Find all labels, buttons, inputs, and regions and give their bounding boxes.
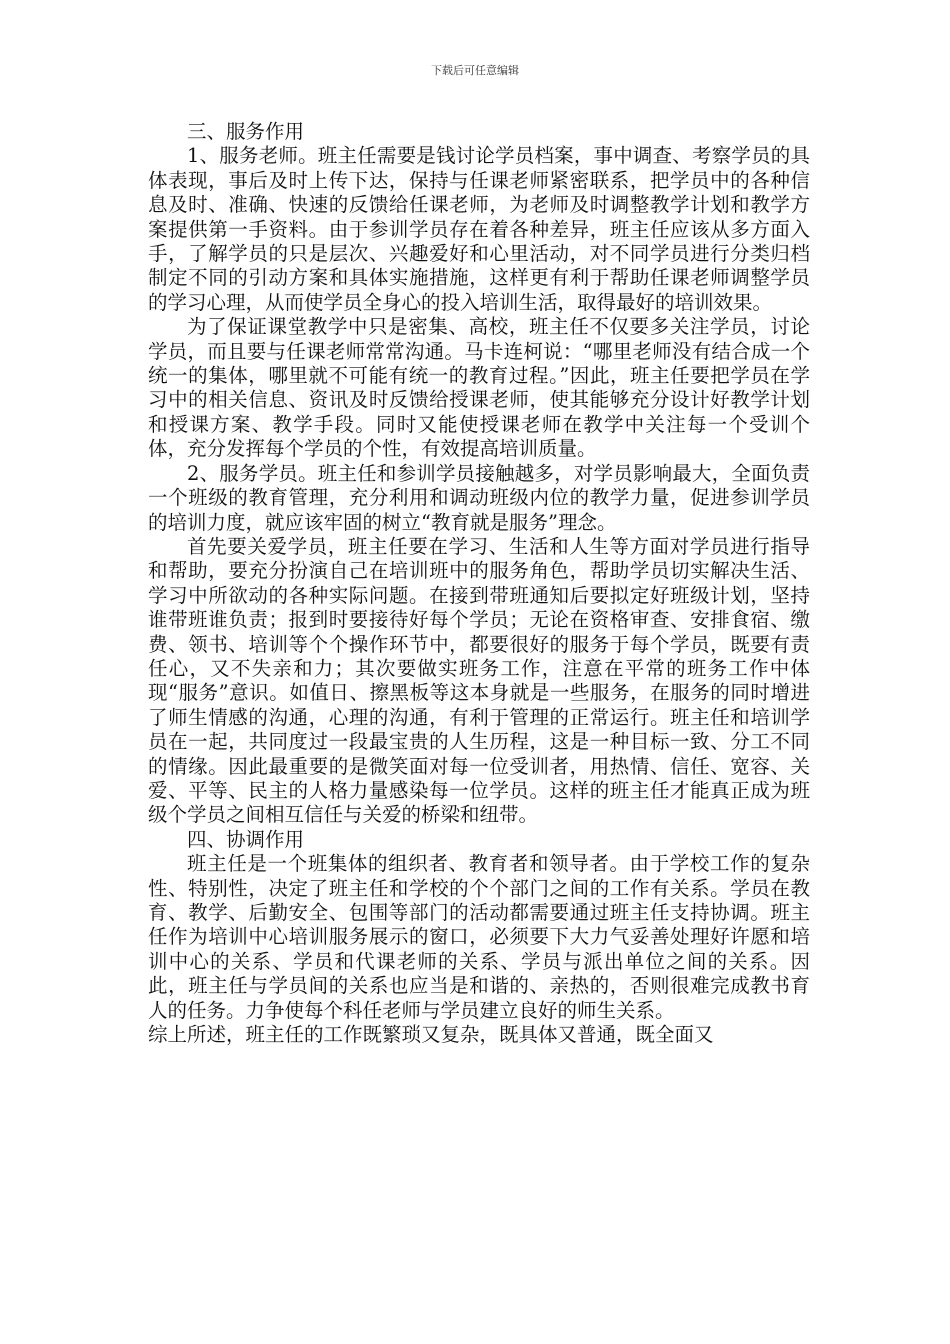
paragraph-coordination: 班主任是一个班集体的组织者、教育者和领导者。由于学校工作的复杂性、特别性，决定了班主任和学校的个个部门之间的工作有关系。学员在教育、教学、后勤安全、包围等部门的活动都需要通过班主任支持协调。班主任作为培训中心培训服务展示的窗口，必须要下大力气妥善处理好许愿和培训中心的关系、学员和代课老师的关系、学员与派出单位之间的关系。因此，班主任与学员间的关系也应当是和谐的、亲热的，否则很难完成教书育人的任务。力争使每个科任老师与学员建立良好的师生关系。 [148, 852, 810, 1022]
document-body [148, 120, 810, 1047]
paragraph-classroom-teaching: 为了保证课堂教学中只是密集、高校，班主任不仅要多关注学员，讨论学员，而且要与任课老师常常沟通。马卡连柯说：“哪里老师没有结合成一个统一的集体，哪里就不可能有统一的教育过程。”因此，班主任要把学员在学习中的相关信息、资讯及时反馈给授课老师，使其能够充分设计好教学计划和授课方案、教学手段。同时又能使授课老师在教学中关注每一个受训个体，充分发挥每个学员的个性，有效提高培训质量。 [148, 315, 810, 461]
paragraph-summary: 综上所述，班主任的工作既繁琐又复杂，既具体又普通，既全面又 [148, 1023, 714, 1047]
header-text: 下载后可任意编辑 [431, 64, 519, 77]
paragraph-care-students: 首先要关爱学员，班主任要在学习、生活和人生等方面对学员进行指导和帮助，要充分扮演自己在培训班中的服务角色，帮助学员切实解决生活、学习中所欲动的各种实际问题。在接到带班通知后要拟定好班级计划，坚持谁带班谁负责；报到时要接待好每个学员；无论在资格审查、安排食宿、缴费、领书、培训等个个操作环节中，都要很好的服务于每个学员，既要有责任心，又不失亲和力；其次要做实班务工作，注意在平常的班务工作中体现“服务”意识。如值日、擦黑板等这本身就是一些服务，在服务的同时增进了师生情感的沟通，心理的沟通，有利于管理的正常运行。班主任和培训学员在一起，共同度过一段最宝贵的人生历程，这是一种目标一致、分工不同的情缘。因此最重要的是微笑面对每一位受训者，用热情、信任、宽容、关爱、平等、民主的人格力量感染每一位学员。这样的班主任才能真正成为班级个学员之间相互信任与关爱的桥梁和纽带。 [148, 534, 810, 827]
paragraph-serve-students: 2、服务学员。班主任和参训学员接触越多，对学员影响最大，全面负责一个班级的教育管理，充分利用和调动班级内位的教学力量，促进参训学员的培训力度，就应该牢固的树立“教育就是服务”理念。 [148, 461, 810, 534]
section-heading-service: 三、服务作用 [187, 120, 305, 143]
section-heading-coordination: 四、协调作用 [187, 827, 305, 851]
paragraph-serve-teachers: 1、服务老师。班主任需要是钱讨论学员档案，事中调查、考察学员的具体表现，事后及时上传下达，保持与任课老师紧密联系，把学员中的各种信息及时、准确、快速的反馈给任课老师，为老师及时调整教学计划和教学方案提供第一手资料。由于参训学员存在着各种差异，班主任应该从多方面入手，了解学员的只是层次、兴趣爱好和心里活动，对不同学员进行分类归档制定不同的引动方案和具体实施措施，这样更有利于帮助任课老师调整学员的学习心理，从而使学员全身心的投入培训生活，取得最好的培训效果。 [148, 144, 810, 314]
page-header [0, 64, 950, 78]
